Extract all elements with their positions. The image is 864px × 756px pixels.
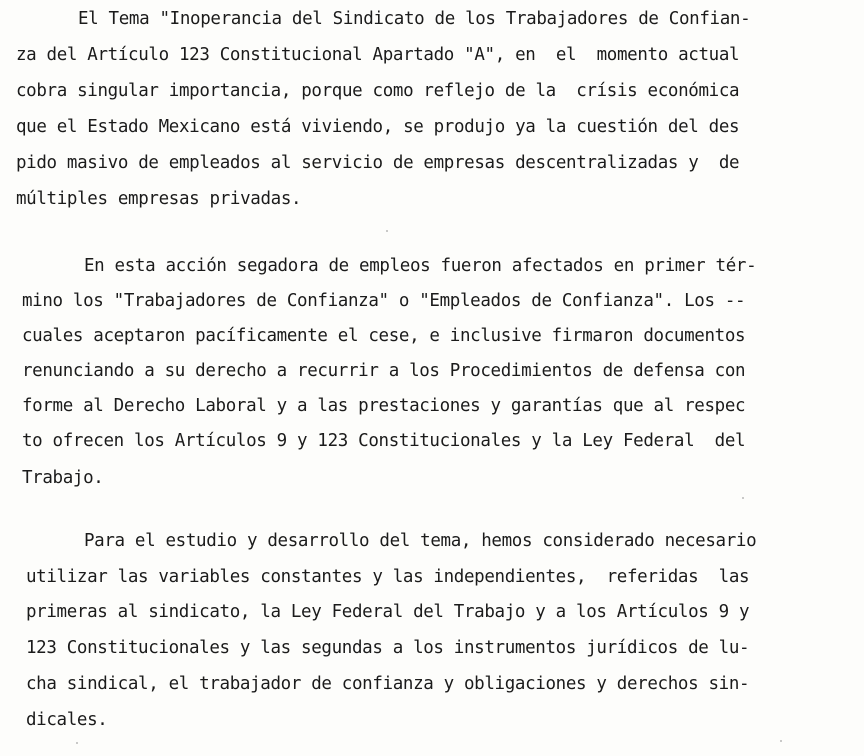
text-line: pido masivo de empleados al servicio de empresas descentralizadas y de (16, 153, 740, 173)
scan-speck (76, 742, 78, 744)
scan-speck (386, 230, 388, 232)
text-line: cuales aceptaron pacíficamente el cese, e inclusive firmaron documentos (22, 326, 746, 346)
text-line: forme al Derecho Laboral y a las prestaciones y garantías que al respec (22, 396, 746, 416)
text-line: El Tema "Inoperancia del Sindicato de los Trabajadores de Confian- (78, 9, 751, 29)
text-line: cobra singular importancia, porque como reflejo de la crísis económica (16, 81, 740, 101)
scan-speck (742, 497, 744, 499)
text-line: dicales. (26, 710, 108, 730)
text-line: primeras al sindicato, la Ley Federal del Trabajo y a los Artículos 9 y (26, 602, 750, 622)
scan-speck (780, 740, 782, 742)
text-line: múltiples empresas privadas. (16, 189, 302, 209)
text-line: to ofrecen los Artículos 9 y 123 Constitucionales y la Ley Federal del (22, 431, 746, 451)
text-line: Para el estudio y desarrollo del tema, hemos considerado necesario (84, 531, 757, 551)
text-line: mino los "Trabajadores de Confianza" o "Empleados de Confianza". Los -- (22, 291, 746, 311)
text-line: cha sindical, el trabajador de confianza y obligaciones y derechos sin- (26, 674, 750, 694)
text-line: renunciando a su derecho a recurrir a los Procedimientos de defensa con (22, 361, 746, 381)
text-line: utilizar las variables constantes y las independientes, referidas las (26, 567, 750, 587)
text-line: Trabajo. (22, 468, 104, 488)
text-line: que el Estado Mexicano está viviendo, se produjo ya la cuestión del des (16, 117, 740, 137)
text-line: 123 Constitucionales y las segundas a los instrumentos jurídicos de lu- (26, 638, 750, 658)
text-line: za del Artículo 123 Constitucional Apartado "A", en el momento actual (16, 45, 740, 65)
text-line: En esta acción segadora de empleos fueron afectados en primer tér- (84, 256, 757, 276)
